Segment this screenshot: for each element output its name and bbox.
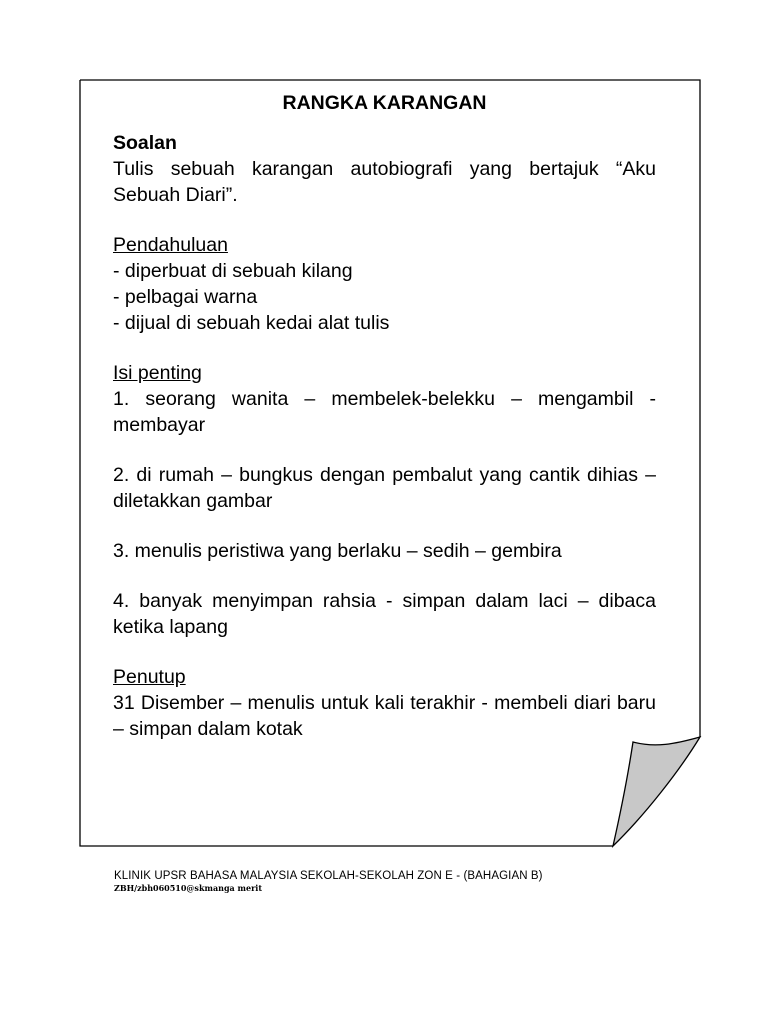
pendahuluan-list: [113, 258, 656, 336]
isi-point: 3. menulis peristiwa yang berlaku – sedih – gembira: [113, 540, 562, 562]
footer-reference: ZBH/zbh060510@skmanga merit: [114, 883, 263, 893]
outline-content: [113, 90, 656, 742]
isi-point: 1. seorang wanita – membelek-belekku – mengambil - membayar: [113, 388, 656, 436]
penutup-section: [113, 664, 656, 742]
footer-title: KLINIK UPSR BAHASA MALAYSIA SEKOLAH-SEKOLAH ZON E - (BAHAGIAN B): [114, 870, 543, 882]
pendahuluan-section: [113, 232, 656, 336]
pendahuluan-heading: Pendahuluan: [113, 234, 228, 256]
page-curl-shadow: [613, 737, 700, 846]
isi-penting-section: [113, 360, 656, 640]
page-footer: [114, 869, 634, 894]
penutup-text: 31 Disember – menulis untuk kali terakhir - membeli diari baru – simpan dalam kotak: [113, 692, 656, 740]
soalan-text: Tulis sebuah karangan autobiografi yang bertajuk “Aku Sebuah Diari”.: [113, 158, 656, 206]
page-curl-fold: [613, 737, 700, 846]
soalan-heading: Soalan: [113, 132, 177, 154]
list-item: - diperbuat di sebuah kilang: [113, 260, 353, 282]
isi-point: 2. di rumah – bungkus dengan pembalut yang cantik dihias – diletakkan gambar: [113, 464, 656, 512]
soalan-section: [113, 130, 656, 208]
penutup-heading: Penutup: [113, 666, 186, 688]
isi-point: 4. banyak menyimpan rahsia - simpan dalam laci – dibaca ketika lapang: [113, 590, 656, 638]
page-title: RANGKA KARANGAN: [282, 92, 487, 114]
list-item: - pelbagai warna: [113, 286, 258, 308]
list-item: - dijual di sebuah kedai alat tulis: [113, 312, 390, 334]
isi-penting-heading: Isi penting: [113, 362, 202, 384]
